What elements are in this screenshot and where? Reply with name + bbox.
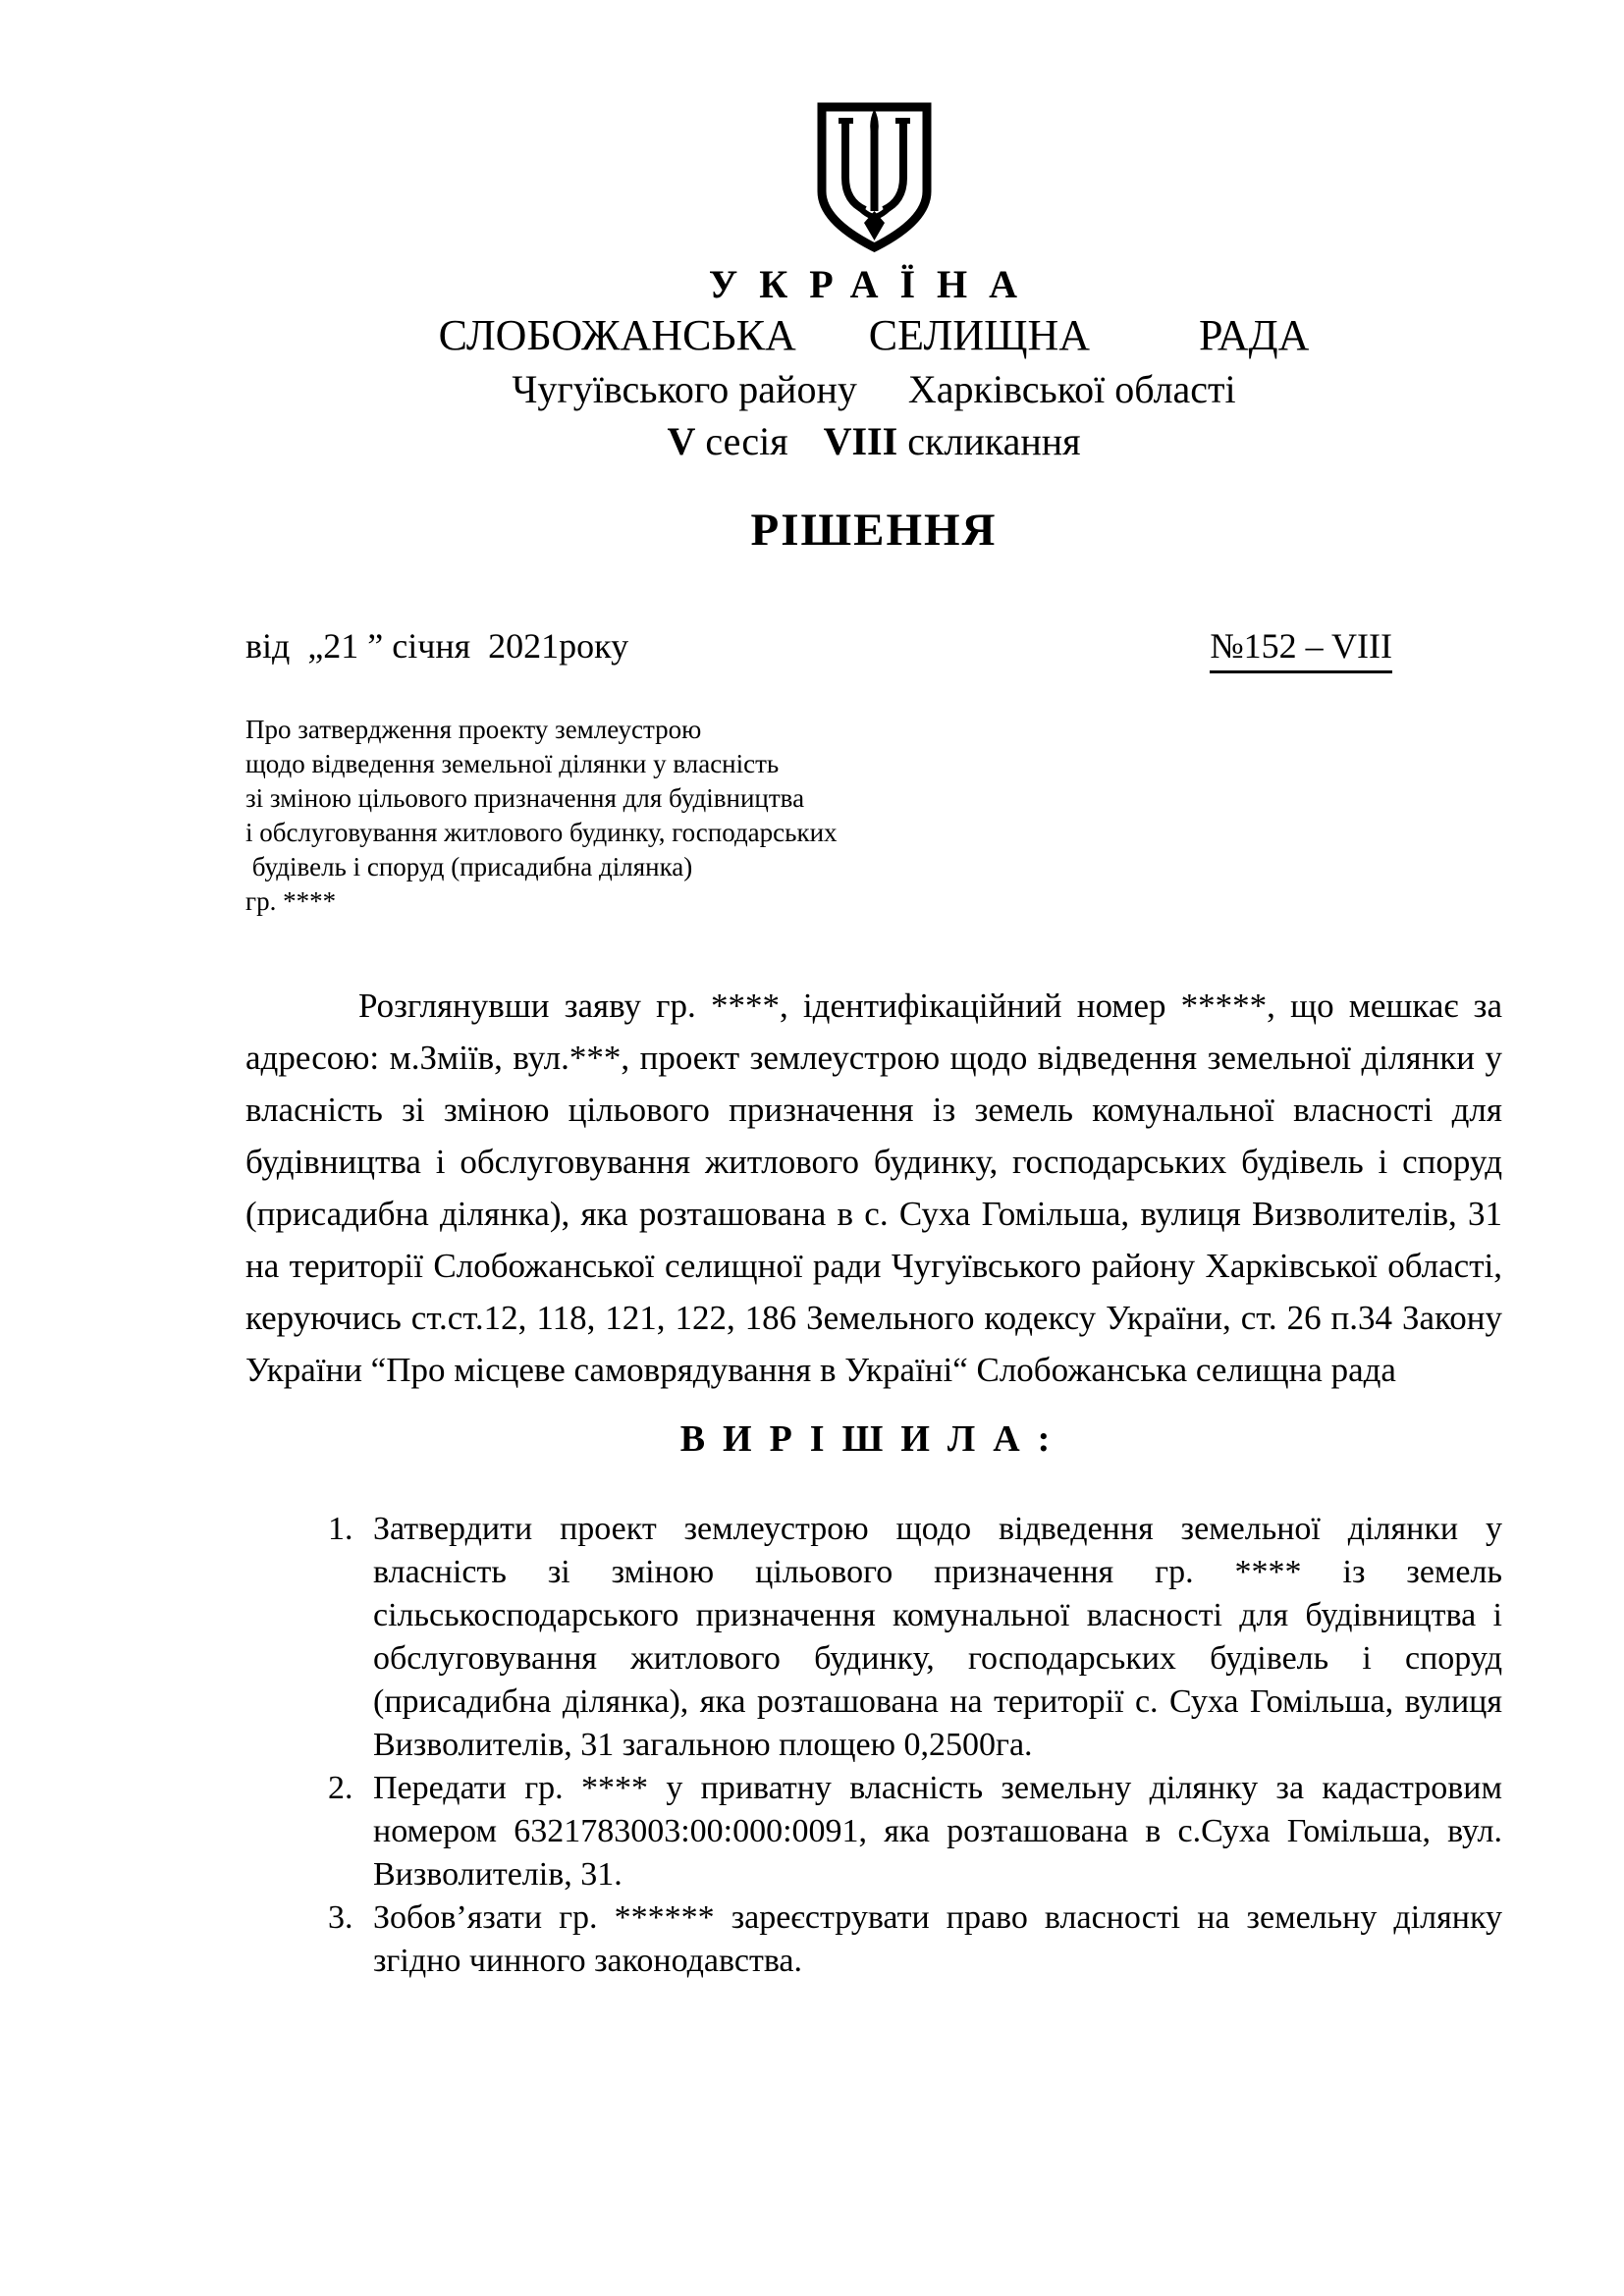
subject-line: Про затвердження проекту землеустрою [245,715,702,744]
subject-block [245,713,1502,919]
decision-text: Затвердити проект землеустрою щодо відведення земельної ділянки у власність зі зміною цільового призначення гр. **** із земель сільськосподарського призначення комунальної власності для будівництва і обслуговування житлового будинку, господарських будівель і споруд (присадибна ділянка), яка розташована на території с. Суха Гомільша, вулиця Визволителів, 31 загальною площею 0,2500га. [373,1511,1502,1763]
document-content [245,0,1502,1983]
decision-number: 2. [328,1770,353,1806]
decision-number: 3. [328,1899,353,1936]
convocation-word: скликання [897,419,1081,463]
district-line [245,363,1502,416]
decision-item [328,1508,1502,1767]
decisions-list [328,1508,1502,1983]
decision-item [328,1767,1502,1896]
session-number: V [667,419,696,463]
decision-text: Передати гр. **** у приватну власність земельну ділянку за кадастровим номером 6321783003:00:000:0091, яка розташована в с.Суха Гомільша, вул. Визволителів, 31. [373,1770,1502,1893]
subject-line: щодо відведення земельної ділянки у власність [245,749,780,778]
document-date: від „21 ” січня 2021року [245,626,629,666]
subject-line: гр. **** [245,886,337,916]
country-name: УКРАЇНА [708,262,1040,306]
region-name: Харківської області [907,367,1236,411]
convocation-number: VIII [823,419,898,463]
decision-text: Зобов’язати гр. ****** зареєструвати право власності на земельну ділянку згідно чинного законодавства. [373,1899,1502,1979]
district-name: Чугуївського району [512,367,857,411]
council-name: СЛОБОЖАНСЬКА СЕЛИЩНА РАДА [438,311,1310,359]
decision-number: 1. [328,1511,353,1547]
body-paragraph: Розглянувши заяву гр. ****, ідентифікаційний номер *****, що мешкає за адресою: м.Зміїв, вул.***, проект землеустрою щодо відведення земельної ділянки у власність зі зміною цільового призначення із земель комунальної власності для будівництва і обслуговування житлового будинку, господарських будівель і споруд (присадибна ділянка), яка розташована в с. Суха Гомільша, вулиця Визволителів, 31 на території Слобожанської селищної ради Чугуївського району Харківської області, керуючись ст.ст.12, 118, 121, 122, 186 Земельного кодексу України, ст. 26 п.34 Закону України “Про місцеве самоврядування в Україні“ Слобожанська селищна рада [245,987,1502,1389]
document-number: №152 – VIII [1210,622,1392,673]
session-line [245,416,1502,467]
document-header [245,101,1502,560]
session-word: сесія [695,419,788,463]
subject-line: і обслуговування житлового будинку, господарських [245,818,838,847]
subject-line: будівель і споруд (присадибна ділянка) [245,852,693,881]
ukraine-trident-icon [813,101,936,253]
document-type-title: РІШЕННЯ [750,505,998,556]
decision-item [328,1896,1502,1983]
date-number-row [245,622,1502,673]
resolved-heading: ВИРІШИЛА: [679,1418,1068,1460]
subject-line: зі зміною цільового призначення для будівництва [245,783,805,813]
